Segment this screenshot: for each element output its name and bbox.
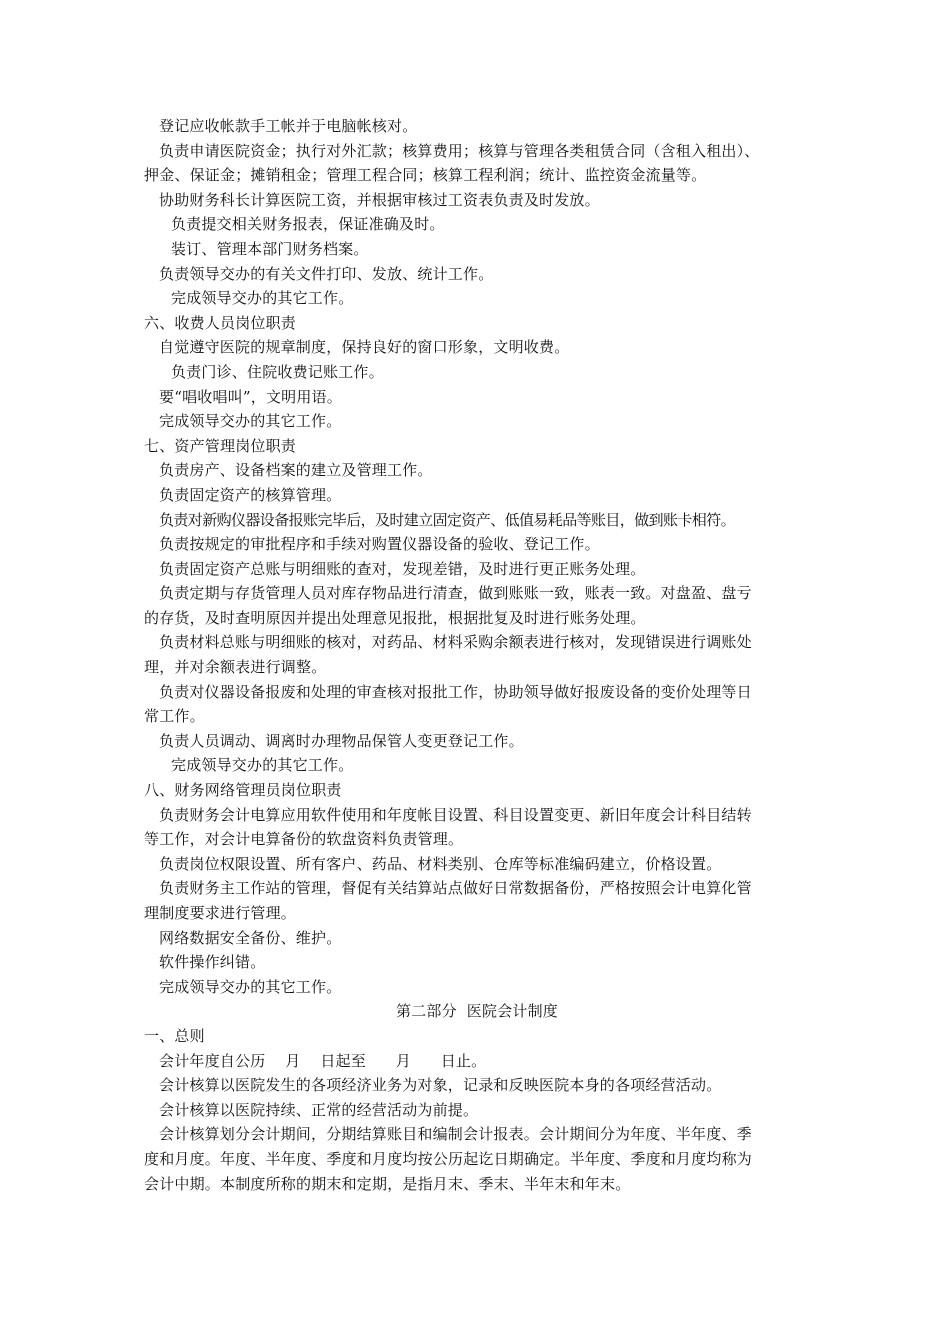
paragraph-line: 完成领导交办的其它工作。 [171, 756, 354, 775]
paragraph-line: 负责对仪器设备报废和处理的审查核对报批工作，协助领导做好报废设备的变价处理等日 [159, 682, 752, 701]
paragraph-line: 负责门诊、住院收费记账工作。 [171, 362, 384, 381]
section-heading: 一、总则 [144, 1026, 205, 1045]
paragraph-line: 自觉遵守医院的规章制度，保持良好的窗口形象，文明收费。 [159, 338, 570, 357]
paragraph-line: 负责按规定的审批程序和手续对购置仪器设备的验收、登记工作。 [159, 535, 600, 554]
paragraph-line: 负责岗位权限设置、所有客户、药品、材料类别、仓库等标准编码建立，价格设置。 [159, 854, 722, 873]
paragraph-line: 负责人员调动、调离时办理物品保管人变更登记工作。 [159, 731, 524, 750]
paragraph-line: 会计核算以医院持续、正常的经营活动为前提。 [159, 1100, 479, 1119]
paragraph-line: 理制度要求进行管理。 [144, 904, 297, 922]
paragraph-line: 常工作。 [144, 707, 205, 726]
paragraph-line: 负责房产、设备档案的建立及管理工作。 [159, 461, 433, 480]
section-heading: 七、资产管理岗位职责 [144, 436, 297, 455]
paragraph-line: 负责提交相关财务报表，保证准确及时。 [171, 215, 445, 234]
paragraph-line: 负责材料总账与明细账的核对，对药品、材料采购余额表进行核对，发现错误进行调账处 [159, 633, 752, 652]
section-heading: 八、财务网络管理员岗位职责 [144, 781, 342, 800]
paragraph-line: 装订、管理本部门财务档案。 [171, 239, 369, 258]
paragraph-line: 网络数据安全备份、维护。 [159, 928, 342, 947]
paragraph-line: 要“唱收唱叫”，文明用语。 [159, 387, 342, 406]
paragraph-line: 负责定期与存货管理人员对库存物品进行清查，做到账账一致，账表一致。对盘盈、盘亏 [159, 584, 752, 603]
paragraph-line: 完成领导交办的其它工作。 [159, 412, 342, 431]
paragraph-line: 完成领导交办的其它工作。 [171, 289, 354, 308]
paragraph-line: 负责固定资产总账与明细账的查对，发现差错，及时进行更正账务处理。 [159, 559, 646, 578]
paragraph-line: 负责对新购仪器设备报账完毕后，及时建立固定资产、低值易耗品等账目，做到账卡相符。 [159, 510, 736, 529]
paragraph-line: 押金、保证金；摊销租金；管理工程合同；核算工程利润；统计、监控资金流量等。 [144, 166, 707, 185]
paragraph-line: 会计年度自公历 月 日起至 月 日止。 [159, 1051, 487, 1070]
paragraph-line: 度和月度。年度、半年度、季度和月度均按公历起讫日期确定。半年度、季度和月度均称为 [144, 1149, 753, 1168]
paragraph-line: 的存货，及时查明原因并提出处理意见报批，根据批复及时进行账务处理。 [144, 608, 646, 627]
paragraph-line: 负责领导交办的有关文件打印、发放、统计工作。 [159, 264, 494, 283]
paragraph-line: 登记应收帐款手工帐并于电脑帐核对。 [159, 117, 418, 135]
paragraph-line: 完成领导交办的其它工作。 [159, 977, 342, 996]
paragraph-line: 负责申请医院资金；执行对外汇款；核算费用；核算与管理各类租赁合同（含租入租出）、 [159, 141, 760, 160]
paragraph-line: 负责固定资产的核算管理。 [159, 485, 342, 504]
paragraph-line: 等工作，对会计电算备份的软盘资料负责管理。 [144, 830, 464, 849]
paragraph-line: 会计中期。本制度所称的期末和定期，是指月末、季末、半年末和年末。 [144, 1174, 631, 1193]
paragraph-line: 负责财务主工作站的管理，督促有关结算站点做好日常数据备份，严格按照会计电算化管 [159, 879, 752, 898]
paragraph-line: 会计核算划分会计期间，分期结算账目和编制会计报表。会计期间分为年度、半年度、季 [159, 1125, 752, 1144]
paragraph-line: 理，并对余额表进行调整。 [144, 658, 327, 677]
document-body [144, 114, 810, 1196]
paragraph-line: 软件操作纠错。 [159, 953, 266, 972]
paragraph-line: 负责财务会计电算应用软件使用和年度帐目设置、科目设置变更、新旧年度会计科目结转 [159, 805, 752, 824]
part-title: 第二部分 医院会计制度 [396, 1002, 558, 1021]
paragraph-line: 会计核算以医院发生的各项经济业务为对象，记录和反映医院本身的各项经营活动。 [159, 1076, 722, 1095]
section-heading: 六、收费人员岗位职责 [144, 313, 297, 332]
paragraph-line: 协助财务科长计算医院工资，并根据审核过工资表负责及时发放。 [159, 190, 600, 209]
